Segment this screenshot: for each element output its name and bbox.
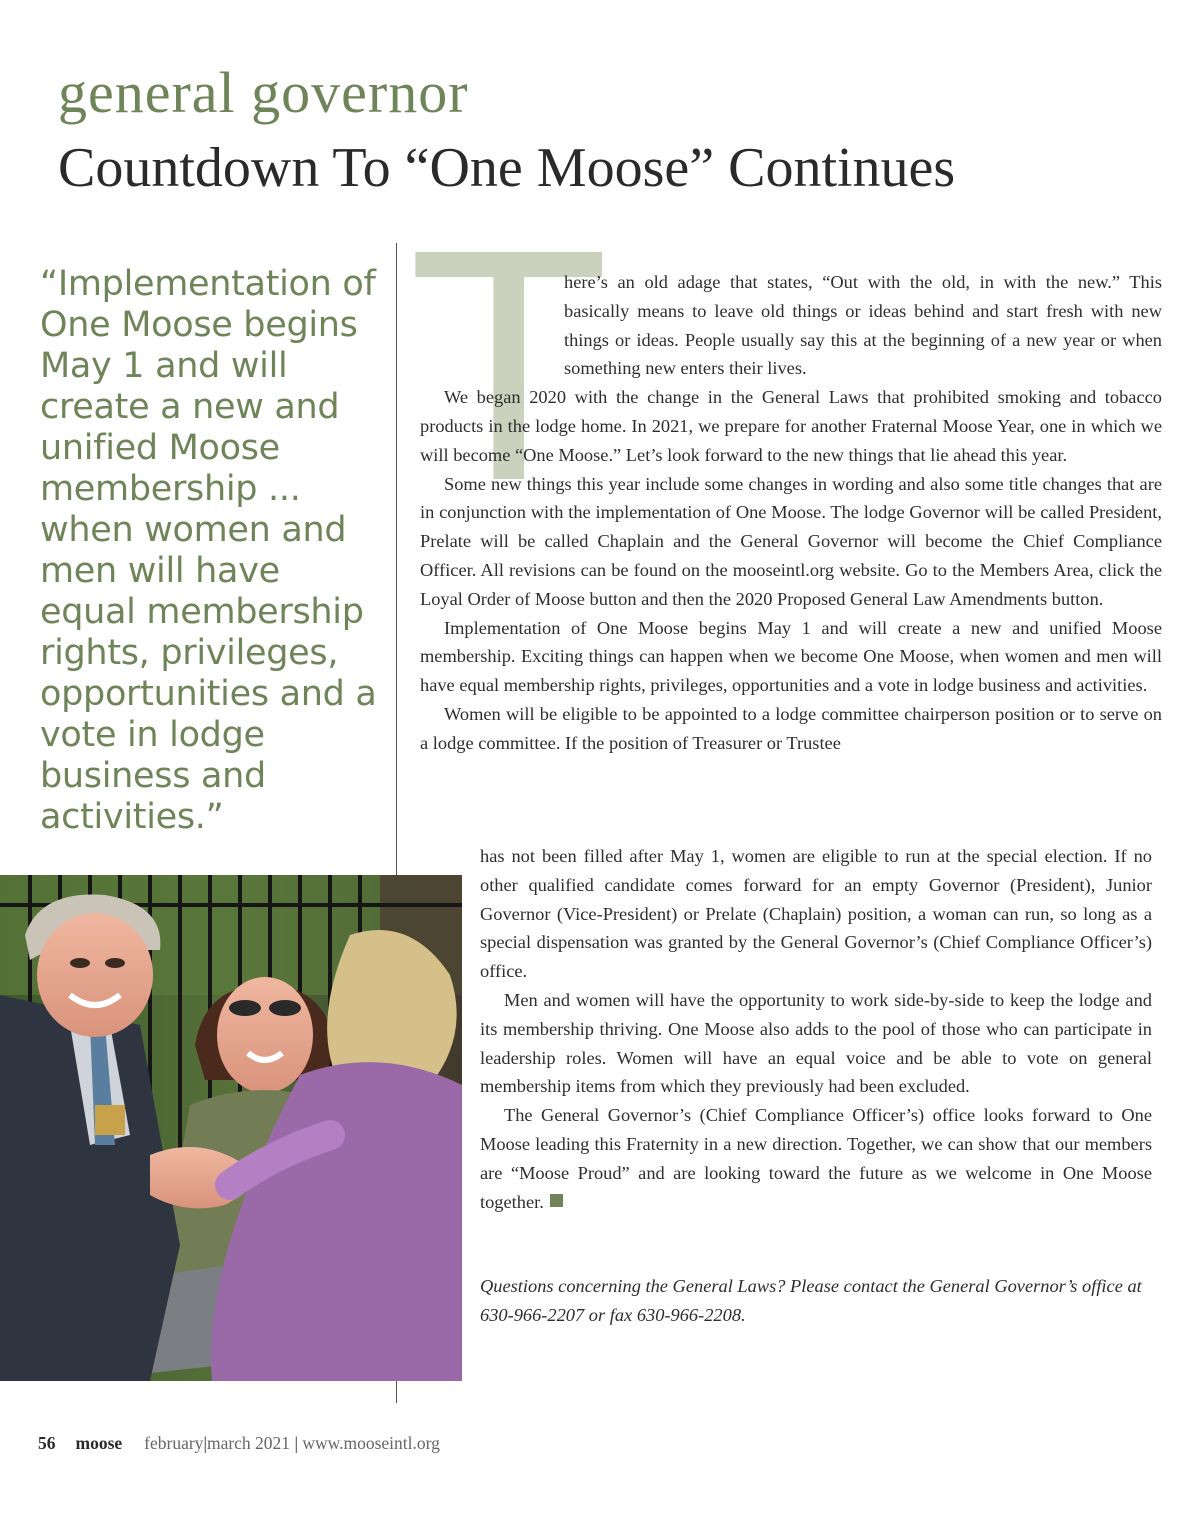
photo-handshake [0, 875, 462, 1381]
paragraph-text: The General Governor’s (Chief Compliance Officer’s) office looks forward to One Moose leading this Fraternity in a new direction. Together, we can show that our members are “Moose Proud” and are looking toward the future as we welcome in One Moose together. [480, 1105, 1152, 1212]
end-of-article-mark [550, 1194, 563, 1207]
magazine-name: moose [75, 1433, 123, 1453]
article-body-upper [420, 268, 1162, 758]
contact-note: Questions concerning the General Laws? Please contact the General Governor’s office at 630-966-2207 or fax 630-966-2208. [480, 1276, 1142, 1325]
issue-month-start: february [144, 1433, 204, 1453]
paragraph: has not been filled after May 1, women are eligible to run at the special election. If no other qualified candidate comes forward for an empty Governor (President), Junior Governor (Vice-President) or Prelate (Chaplain) position, a woman can run, so long as a special dispensation was granted by the General Governor’s (Chief Compliance Officer’s) office. [480, 846, 1152, 982]
article-body-lower [480, 842, 1152, 1216]
paragraph-text: here’s an old adage that states, “Out with the old, in with the new.” This basically means to leave old things or ideas behind and start fresh with new things or ideas. People usually say this at the beginning of a new year or when something new enters their lives. [564, 272, 1162, 379]
issue-month-end: march 2021 [206, 1433, 291, 1453]
section-label: general governor [58, 60, 469, 125]
paragraph [480, 1101, 1152, 1216]
pull-quote [40, 264, 385, 838]
paragraph: Implementation of One Moose begins May 1 and will create a new and unified Moose membership. Exciting things can happen when we become One Moose, when women and men will have equal membership rights, privileges, opportunities and a vote in lodge business and activities. [420, 617, 1162, 696]
drop-cap: T [408, 240, 610, 495]
paragraph: Some new things this year include some changes in wording and also some title changes that are in conjunction with the implementation of One Moose. The lodge Governor will be called President, Prelate will be called Chaplain and the General Governor will become the Chief Compliance Officer. All revisions can be found on the mooseintl.org website. Go to the Members Area, click the Loyal Order of Moose button and then the 2020 Proposed General Law Amendments button. [420, 473, 1162, 609]
paragraph: Women will be eligible to be appointed to a lodge committee chairperson position or to serve on a lodge committee. If the position of Treasurer or Trustee [420, 703, 1162, 753]
headline: Countdown To “One Moose” Continues [58, 137, 956, 199]
page-footer: 56 moose february|march 2021 | www.mooseintl.org [38, 1433, 440, 1453]
paragraph: We began 2020 with the change in the General Laws that prohibited smoking and tobacco products in the lodge home. In 2021, we prepare for another Fraternal Moose Year, one in which we will become “One Moose.” Let’s look forward to the new things that lie ahead this year. [420, 387, 1162, 465]
website-link[interactable]: www.mooseintl.org [302, 1433, 440, 1453]
paragraph: Men and women will have the opportunity to work side-by-side to keep the lodge and its membership thriving. One Moose also adds to the pool of those who can participate in leadership roles. Women will have an equal voice and be able to vote on general membership items from which they previously had been excluded. [480, 989, 1152, 1097]
paragraph [420, 268, 1162, 383]
pull-quote-text: “Implementation of One Moose begins May 1 and will create a new and unified Moose membership ... when women and men will have equal membership rights, privileges, opportunities and a vote in lodge business and activities.” [40, 264, 377, 837]
page-number: 56 [38, 1433, 56, 1453]
